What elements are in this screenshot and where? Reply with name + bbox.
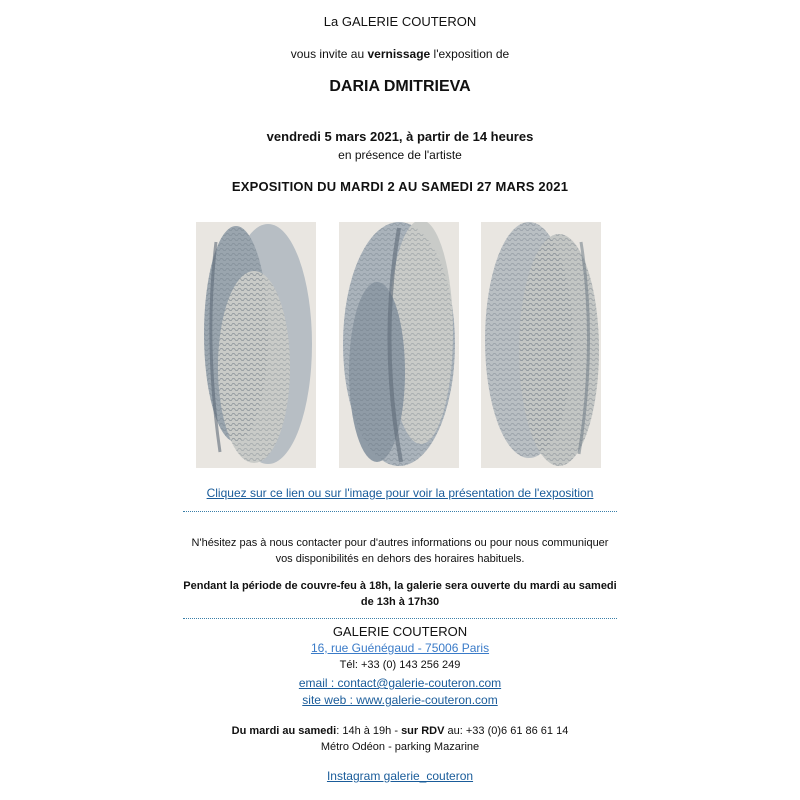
website-link[interactable]: site web : www.galerie-couteron.com xyxy=(302,693,498,707)
curfew-note xyxy=(0,578,800,610)
opening-date: vendredi 5 mars 2021, à partir de 14 heures xyxy=(266,129,534,144)
rdv-label: sur RDV xyxy=(401,725,445,737)
invite-post: l'exposition de xyxy=(433,47,510,61)
invite-line xyxy=(0,47,800,61)
curfew-note-line1: Pendant la période de couvre-feu à 18h, la galerie sera ouverte du mardi au samedi xyxy=(183,580,617,592)
email-link[interactable]: email : contact@galerie-couteron.com xyxy=(298,676,502,690)
footer-gallery-name: GALERIE COUTERON xyxy=(332,624,468,639)
gallery-prefix: La xyxy=(323,14,339,29)
artist-name: DARIA DMITRIEVA xyxy=(329,78,471,95)
phone: Tél: +33 (0) 143 256 249 xyxy=(339,659,461,671)
instagram-line xyxy=(0,769,800,783)
contact-note xyxy=(0,535,800,567)
divider-top xyxy=(183,511,617,512)
contact-note-line2: vos disponibilités en dehors des horaires habituels. xyxy=(275,553,525,565)
hours-line xyxy=(0,725,800,737)
gallery-heading xyxy=(0,14,800,29)
address-line xyxy=(0,641,800,655)
divider-bottom xyxy=(183,618,617,619)
invite-bold: vernissage xyxy=(367,47,431,61)
instagram-link[interactable]: Instagram galerie_couteron xyxy=(326,769,474,783)
gallery-name: GALERIE COUTERON xyxy=(341,14,477,29)
invite-pre: vous invite au xyxy=(290,47,365,61)
exhibition-dates: EXPOSITION DU MARDI 2 AU SAMEDI 27 MARS 2021 xyxy=(231,179,569,194)
artwork-panel-right[interactable] xyxy=(481,222,601,468)
presentation-link[interactable]: Cliquez sur ce lien ou sur l'image pour voir la présentation de l'exposition xyxy=(206,486,594,500)
artwork-right-image xyxy=(481,222,601,468)
contact-note-line1: N'hésitez pas à nous contacter pour d'autres informations ou pour nous communiquer xyxy=(191,537,609,549)
email-line xyxy=(0,676,800,690)
artwork-left-image xyxy=(196,222,316,468)
hours-value: : 14h à 19h - xyxy=(336,725,398,737)
metro-info: Métro Odéon - parking Mazarine xyxy=(320,741,480,753)
artwork-panel-left[interactable] xyxy=(196,222,316,468)
curfew-note-line2: de 13h à 17h30 xyxy=(360,596,440,608)
artwork-center-image xyxy=(339,222,459,468)
opening-note: en présence de l'artiste xyxy=(338,148,462,162)
hours-label: Du mardi au samedi xyxy=(231,725,337,737)
artwork-panel-center[interactable] xyxy=(339,222,459,468)
address-link[interactable]: 16, rue Guénégaud - 75006 Paris xyxy=(310,641,490,655)
rdv-value: au: +33 (0)6 61 86 61 14 xyxy=(447,725,569,737)
presentation-link-line xyxy=(0,486,800,500)
website-line xyxy=(0,693,800,707)
